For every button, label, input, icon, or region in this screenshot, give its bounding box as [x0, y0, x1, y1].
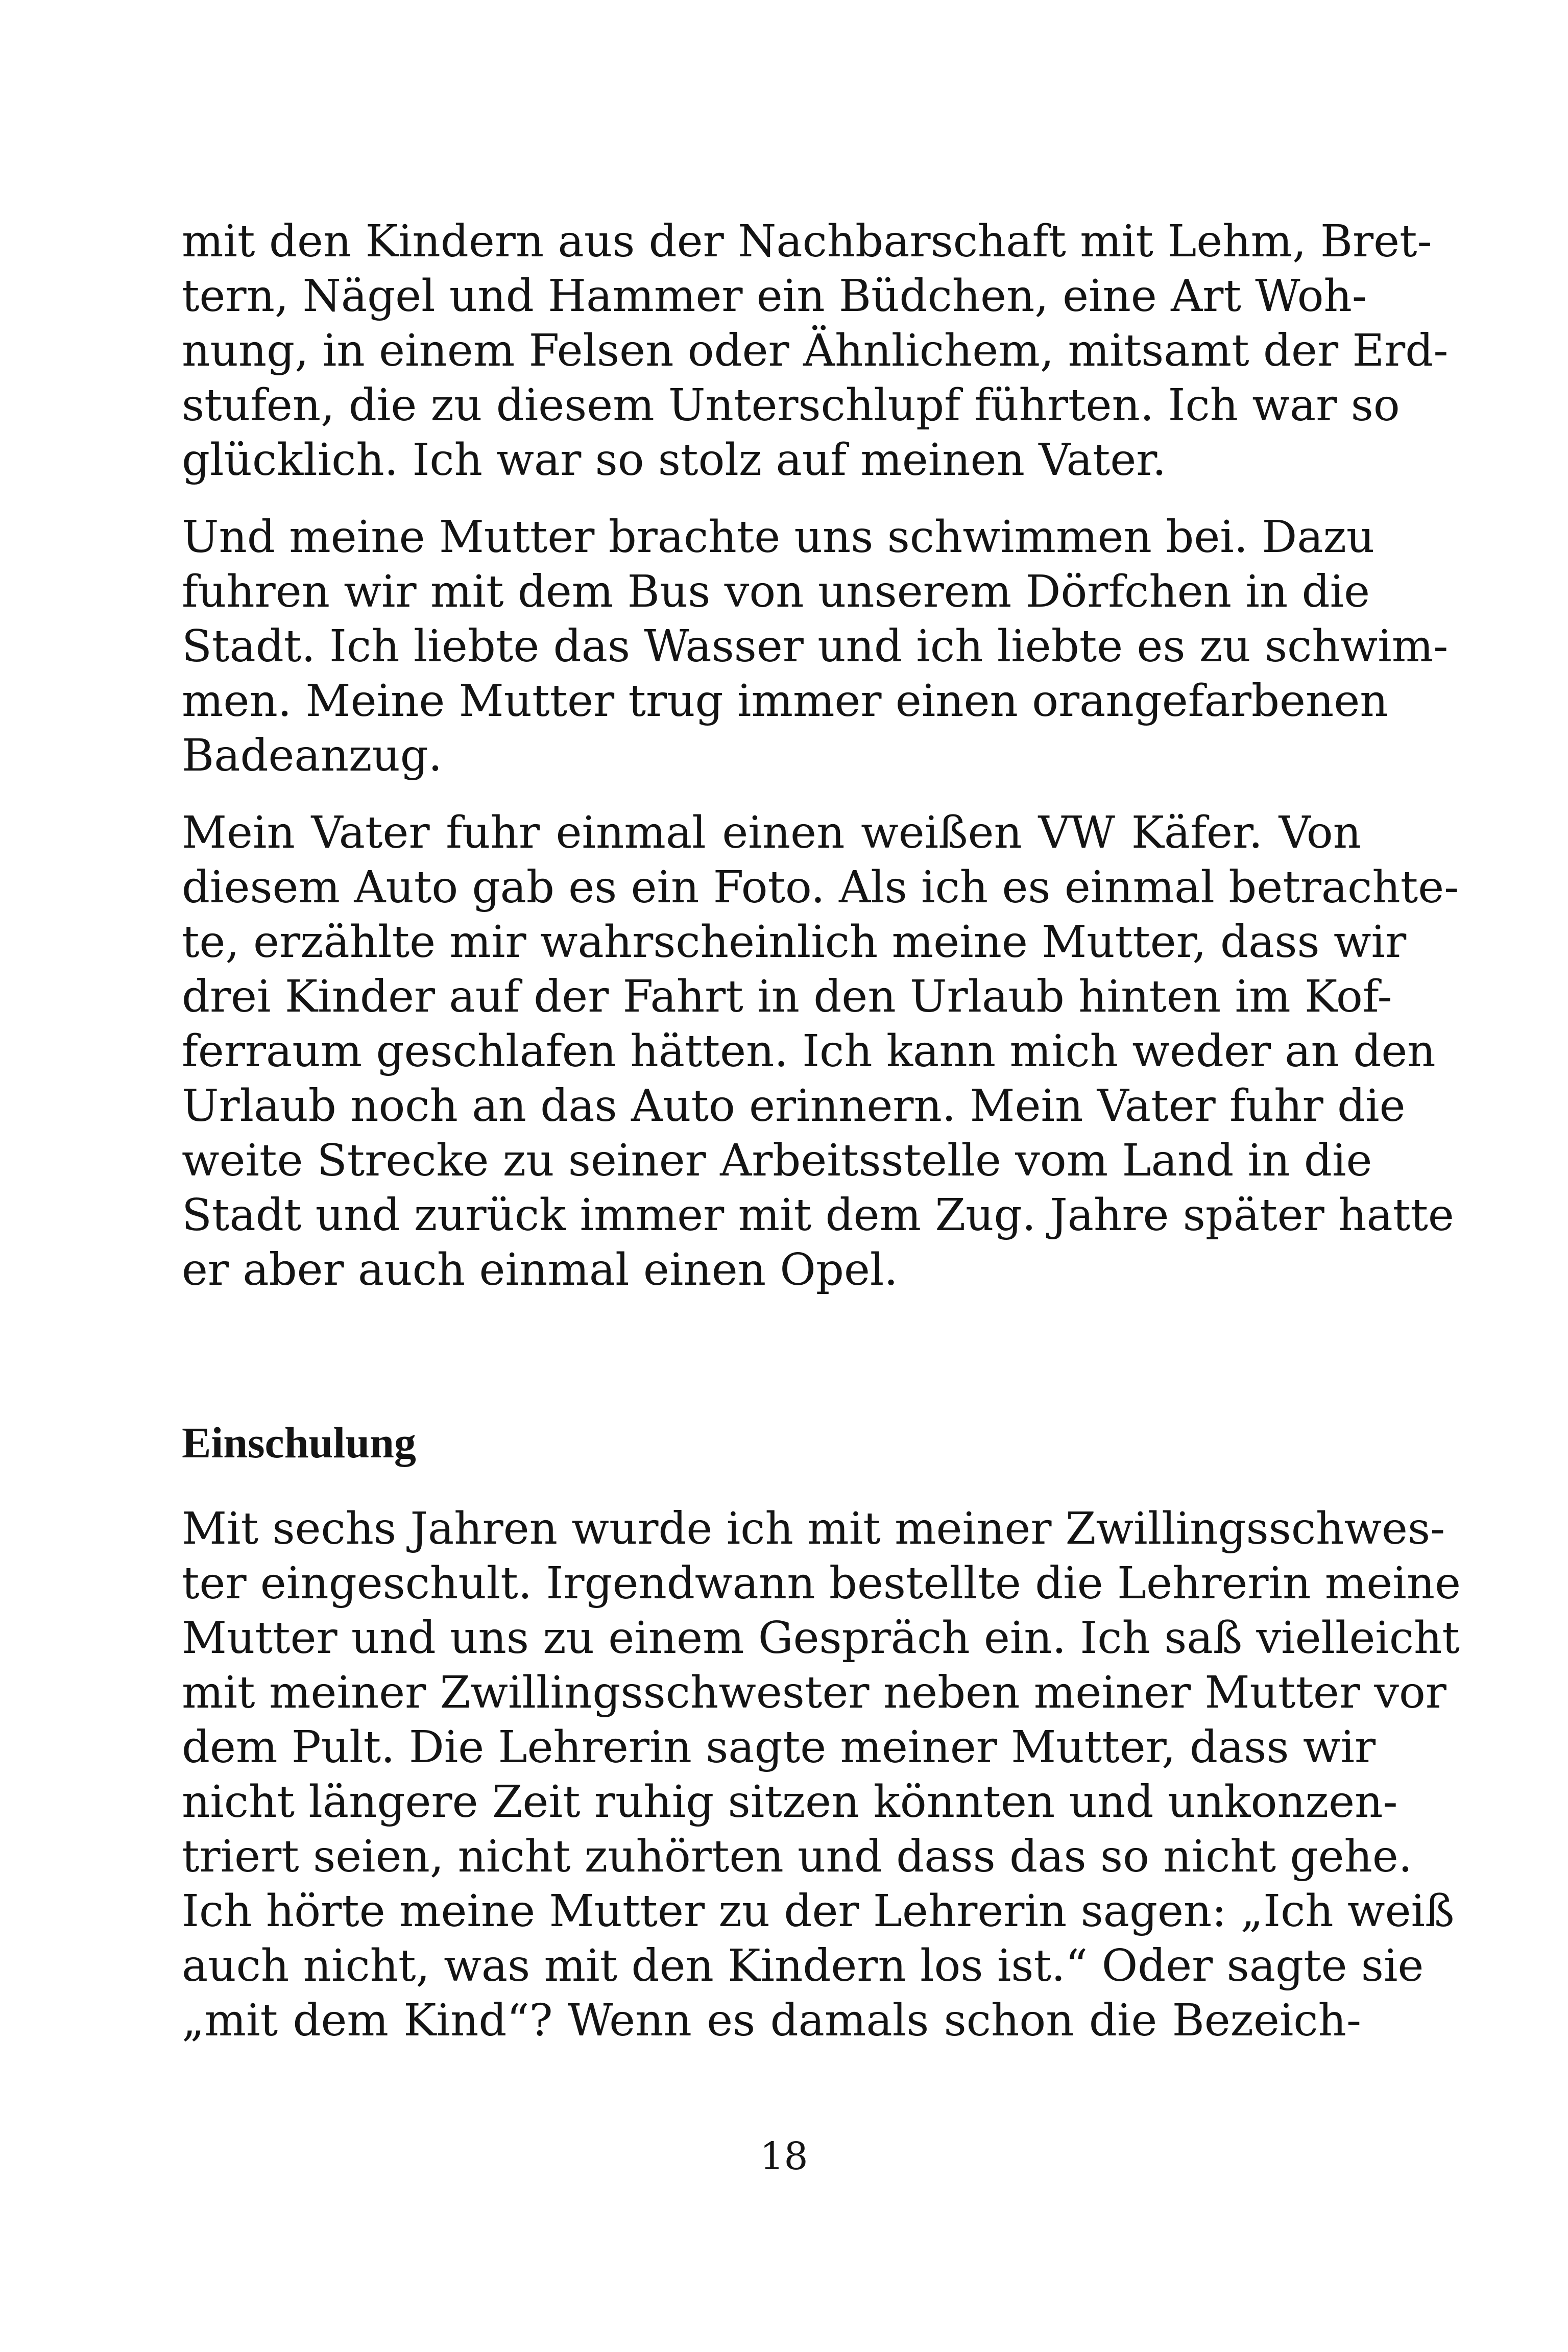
text-line: Badeanzug. [182, 730, 443, 781]
text-line: fuhren wir mit dem Bus von unserem Dörfchen in die [182, 566, 1370, 617]
paragraph-spacer [182, 488, 1361, 510]
text-line: Und meine Mutter brachte uns schwimmen bei. Dazu [182, 512, 1375, 563]
text-line: glücklich. Ich war so stolz auf meinen Vater. [182, 435, 1167, 486]
text-line: auch nicht, was mit den Kindern los ist.“ Oder sagte sie [182, 1940, 1424, 1991]
text-line: ter eingeschult. Irgendwann bestellte die Lehrerin meine [182, 1558, 1461, 1609]
text-line: nicht längere Zeit ruhig sitzen könnten und unkonzen- [182, 1777, 1398, 1828]
text-line: Mutter und uns zu einem Gespräch ein. Ich saß vielleicht [182, 1613, 1460, 1664]
text-line: diesem Auto gab es ein Foto. Als ich es einmal betrachte- [182, 862, 1459, 913]
section-spacer [182, 1298, 1361, 1415]
paragraph-1 [182, 214, 1449, 488]
text-line: Mein Vater fuhr einmal einen weißen VW Käfer. Von [182, 807, 1361, 858]
text-line: er aber auch einmal einen Opel. [182, 1244, 898, 1295]
text-line: mit meiner Zwillingsschwester neben meiner Mutter vor [182, 1667, 1446, 1718]
section-heading: Einschulung [182, 1418, 416, 1467]
text-line: Urlaub noch an das Auto erinnern. Mein Vater fuhr die [182, 1081, 1406, 1132]
text-line: Mit sechs Jahren wurde ich mit meiner Zwillingsschwes- [182, 1503, 1445, 1554]
paragraph-3 [182, 806, 1459, 1298]
text-line: nung, in einem Felsen oder Ähnlichem, mitsamt der Erd- [182, 325, 1449, 376]
paragraph-spacer [182, 783, 1361, 806]
text-line: weite Strecke zu seiner Arbeitsstelle vom Land in die [182, 1135, 1372, 1186]
text-line: ferraum geschlafen hätten. Ich kann mich weder an den [182, 1026, 1436, 1077]
page-number: 18 [760, 2134, 808, 2178]
text-line: te, erzählte mir wahrscheinlich meine Mutter, dass wir [182, 917, 1407, 968]
text-line: dem Pult. Die Lehrerin sagte meiner Mutter, dass wir [182, 1722, 1376, 1773]
text-line: drei Kinder auf der Fahrt in den Urlaub hinten im Kof- [182, 971, 1392, 1022]
text-line: men. Meine Mutter trug immer einen orangefarbenen [182, 676, 1388, 727]
text-line: Stadt. Ich liebte das Wasser und ich liebte es zu schwim- [182, 621, 1449, 672]
section-paragraph [182, 1502, 1461, 2048]
book-page [182, 214, 1461, 2048]
text-line: „mit dem Kind“? Wenn es damals schon die Bezeich- [182, 1995, 1361, 2046]
paragraph-2 [182, 510, 1449, 783]
text-line: tern, Nägel und Hammer ein Büdchen, eine Art Woh- [182, 271, 1367, 322]
text-line: Stadt und zurück immer mit dem Zug. Jahre später hatte [182, 1190, 1454, 1241]
text-line: stufen, die zu diesem Unterschlupf führten. Ich war so [182, 380, 1400, 431]
text-line: mit den Kindern aus der Nachbarschaft mit Lehm, Bret- [182, 216, 1432, 267]
text-line: triert seien, nicht zuhörten und dass das so nicht gehe. [182, 1831, 1413, 1882]
text-line: Ich hörte meine Mutter zu der Lehrerin sagen: „Ich weiß [182, 1886, 1455, 1937]
